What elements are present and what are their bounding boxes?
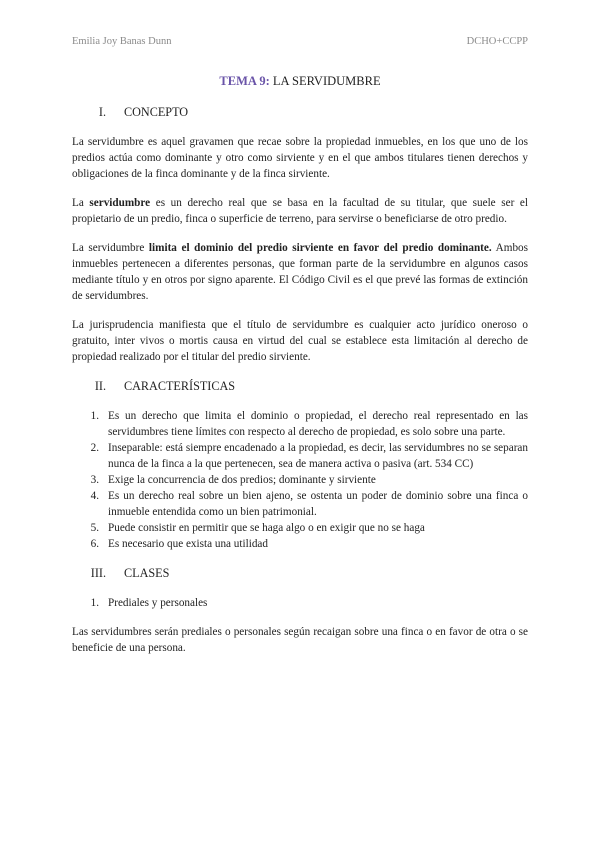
list-item (72, 488, 528, 520)
text-run: La (72, 197, 90, 209)
list-item (72, 472, 528, 488)
bold-statement: limita el dominio del predio sirviente en favor del predio dominante. (148, 242, 492, 254)
title-text: LA SERVIDUMBRE (269, 74, 381, 88)
list-text: Prediales y personales (108, 597, 208, 609)
section-numeral: II. (94, 379, 106, 393)
text-run: es un derecho real que se basa en la facultad de su titular, que suele ser el propietario de un predio, finca o superficie de terreno, para servirse o beneficiarse de otro predio. (72, 197, 528, 225)
paragraph-limitacion (72, 240, 528, 304)
list-number: 1. (90, 410, 99, 422)
title-separator: : (265, 74, 270, 88)
list-text: Es un derecho real sobre un bien ajeno, se ostenta un poder de dominio sobre una finca o inmueble entendida como un bien patrimonial. (108, 490, 528, 518)
text-run: Ambos inmuebles pertenecen a diferentes personas, que forman parte de la servidumbre en algunos casos mediante título y en otros por signo aparente. El Código Civil es el que prevé las formas de extinción de servidumbres. (72, 242, 528, 302)
classes-list (72, 595, 528, 611)
section-title: CONCEPTO (124, 105, 189, 119)
list-number: 4. (90, 490, 99, 502)
document-body (72, 104, 528, 669)
section-title: CARACTERÍSTICAS (124, 379, 236, 393)
list-item (72, 595, 528, 611)
characteristics-list (72, 408, 528, 552)
section-title: CLASES (124, 566, 170, 580)
paragraph-derecho-real (72, 195, 528, 227)
list-item (72, 536, 528, 552)
section-numeral: III. (90, 566, 106, 580)
section-heading-concepto (72, 104, 528, 120)
list-text: Puede consistir en permitir que se haga algo o en exigir que no se haga (108, 522, 425, 534)
paragraph-clases: Las servidumbres serán prediales o personales según recaigan sobre una finca o en favor de otra o se beneficie de una persona. (72, 626, 528, 654)
list-text: Es necesario que exista una utilidad (108, 538, 268, 550)
section-heading-caracteristicas (72, 378, 528, 394)
section-numeral: I. (98, 105, 106, 119)
list-item (72, 440, 528, 472)
header-course: DCHO+CCPP (466, 36, 528, 47)
list-text: Inseparable: está siempre encadenado a la propiedad, es decir, las servidumbres no se separan nunca de la finca a la que pertenecen, sea de manera activa o pasiva (art. 534 CC) (108, 442, 528, 470)
list-number: 6. (90, 538, 99, 550)
page-header (72, 36, 528, 47)
paragraph-jurisprudencia: La jurisprudencia manifiesta que el título de servidumbre es cualquier acto jurídico oneroso o gratuito, inter vivos o mortis causa en virtud del cual se establece esta limitación al derecho de propiedad realizado por el titular del predio sirviente. (72, 319, 528, 363)
section-heading-clases (72, 565, 528, 581)
page-title (0, 74, 600, 89)
header-author: Emilia Joy Banas Dunn (72, 36, 172, 47)
list-item (72, 408, 528, 440)
list-number: 3. (90, 474, 99, 486)
list-text: Es un derecho que limita el dominio o propiedad, el derecho real representado en las servidumbres tiene límites con respecto al derecho de propiedad, es solo sobre una parte. (108, 410, 528, 438)
text-run: La servidumbre (72, 242, 149, 254)
list-number: 1. (90, 597, 99, 609)
paragraph-definition: La servidumbre es aquel gravamen que recae sobre la propiedad inmuebles, en los que uno de los predios actúa como dominante y otro como sirviente y en el que ambos titulares tienen derechos y obligaciones de la finca dominante y de la finca sirviente. (72, 136, 528, 180)
list-item (72, 520, 528, 536)
title-number: TEMA 9 (219, 74, 266, 88)
list-number: 2. (90, 442, 99, 454)
bold-term: servidumbre (89, 197, 151, 209)
list-text: Exige la concurrencia de dos predios; dominante y sirviente (108, 474, 376, 486)
list-number: 5. (90, 522, 99, 534)
